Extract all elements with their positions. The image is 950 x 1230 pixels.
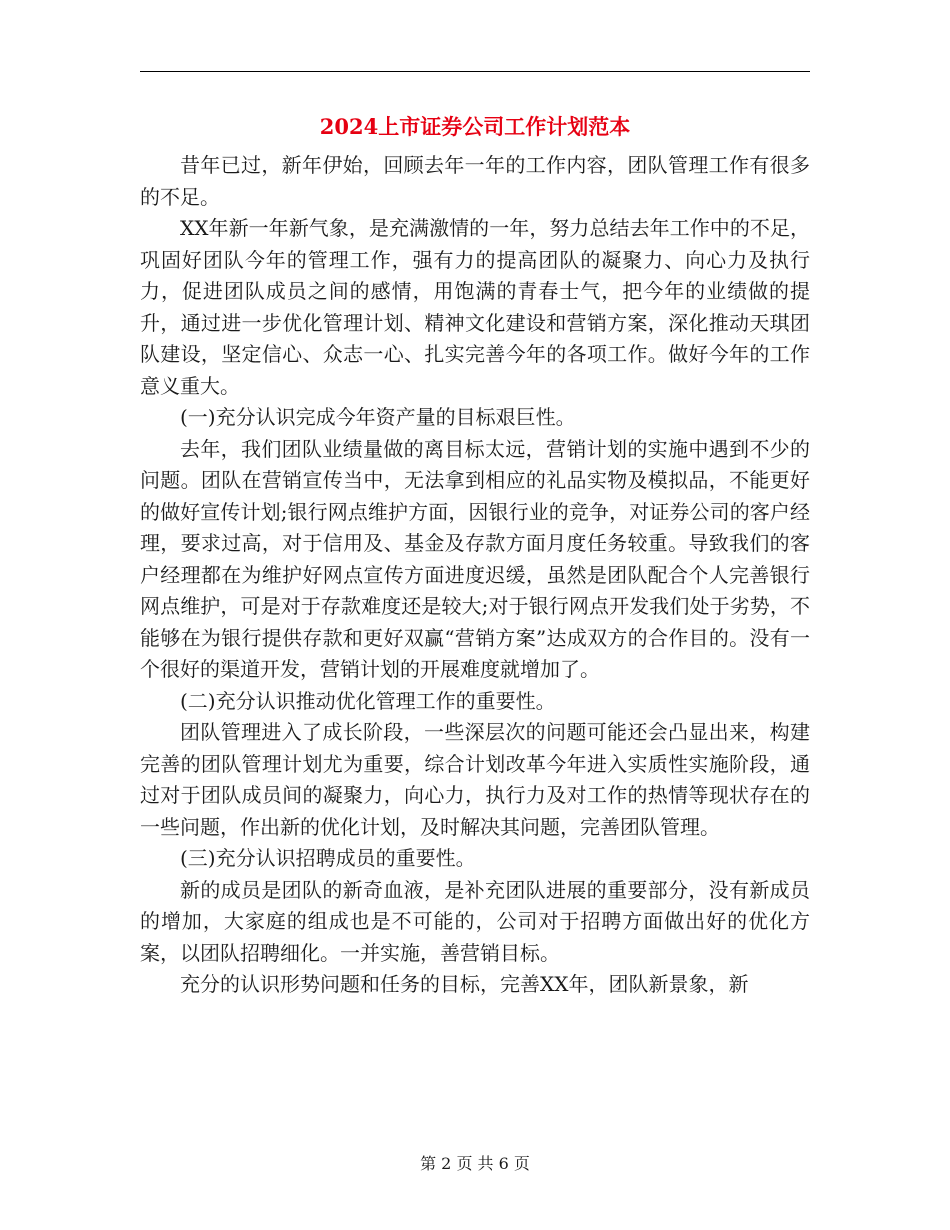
paragraph-section-2: 团队管理进入了成长阶段，一些深层次的问题可能还会凸显出来，构建完善的团队管理计划尤为重要，综合计划改革今年进入实质性实施阶段，通过对于团队成员间的凝聚力，向心力，执行力及对工作的热情等现状存在的一些问题，作出新的优化计划，及时解决其问题，完善团队管理。 [140,720,810,839]
section-heading-2: (二)充分认识推动优化管理工作的重要性。 [180,688,556,713]
paragraph-continued: 充分的认识形势问题和任务的目标，完善XX年，团队新景象，新 [180,972,749,996]
paragraph-intro: 昔年已过，新年伊始，回顾去年一年的工作内容，团队管理工作有很多的不足。 [140,153,810,209]
page-footer [0,1153,950,1175]
page-number-label: 第 2 页 共 6 页 [420,1154,530,1173]
section-heading-1: (一)充分认识完成今年资产量的目标艰巨性。 [180,405,576,429]
header-rule [140,71,810,72]
paragraph-section-3: 新的成员是团队的新奇血液，是补充团队进展的重要部分，没有新成员的增加，大家庭的组成也是不可能的，公司对于招聘方面做出好的优化方案，以团队招聘细化。一并实施，善营销目标。 [140,877,810,965]
section-heading-3: (三)充分认识招聘成员的重要性。 [180,846,476,870]
document-body [140,150,810,1001]
paragraph-overview: XX年新一年新气象，是充满激情的一年，努力总结去年工作中的不足，巩固好团队今年的管理工作，强有力的提高团队的凝聚力、向心力及执行力，促进团队成员之间的感情，用饱满的青春士气，把今年的业绩做的提升，通过进一步优化管理计划、精神文化建设和营销方案，深化推动天琪团队建设，坚定信心、众志一心、扎实完善今年的各项工作。做好今年的工作意义重大。 [140,216,810,398]
document-title: 2024上市证券公司工作计划范本 [319,114,631,139]
paragraph-section-1: 去年，我们团队业绩量做的离目标太远，营销计划的实施中遇到不少的问题。团队在营销宣传当中，无法拿到相应的礼品实物及模拟品，不能更好的做好宣传计划;银行网点维护方面，因银行业的竞争，对证券公司的客户经理，要求过高，对于信用及、基金及存款方面月度任务较重。导致我们的客户经理都在为维护好网点宣传方面进度迟缓，虽然是团队配合个人完善银行网点维护，可是对于存款难度还是较大;对于银行网点开发我们处于劣势，不能够在为银行提供存款和更好双赢“营销方案”达成双方的合作目的。没有一个很好的渠道开发，营销计划的开展难度就增加了。 [140,436,810,681]
